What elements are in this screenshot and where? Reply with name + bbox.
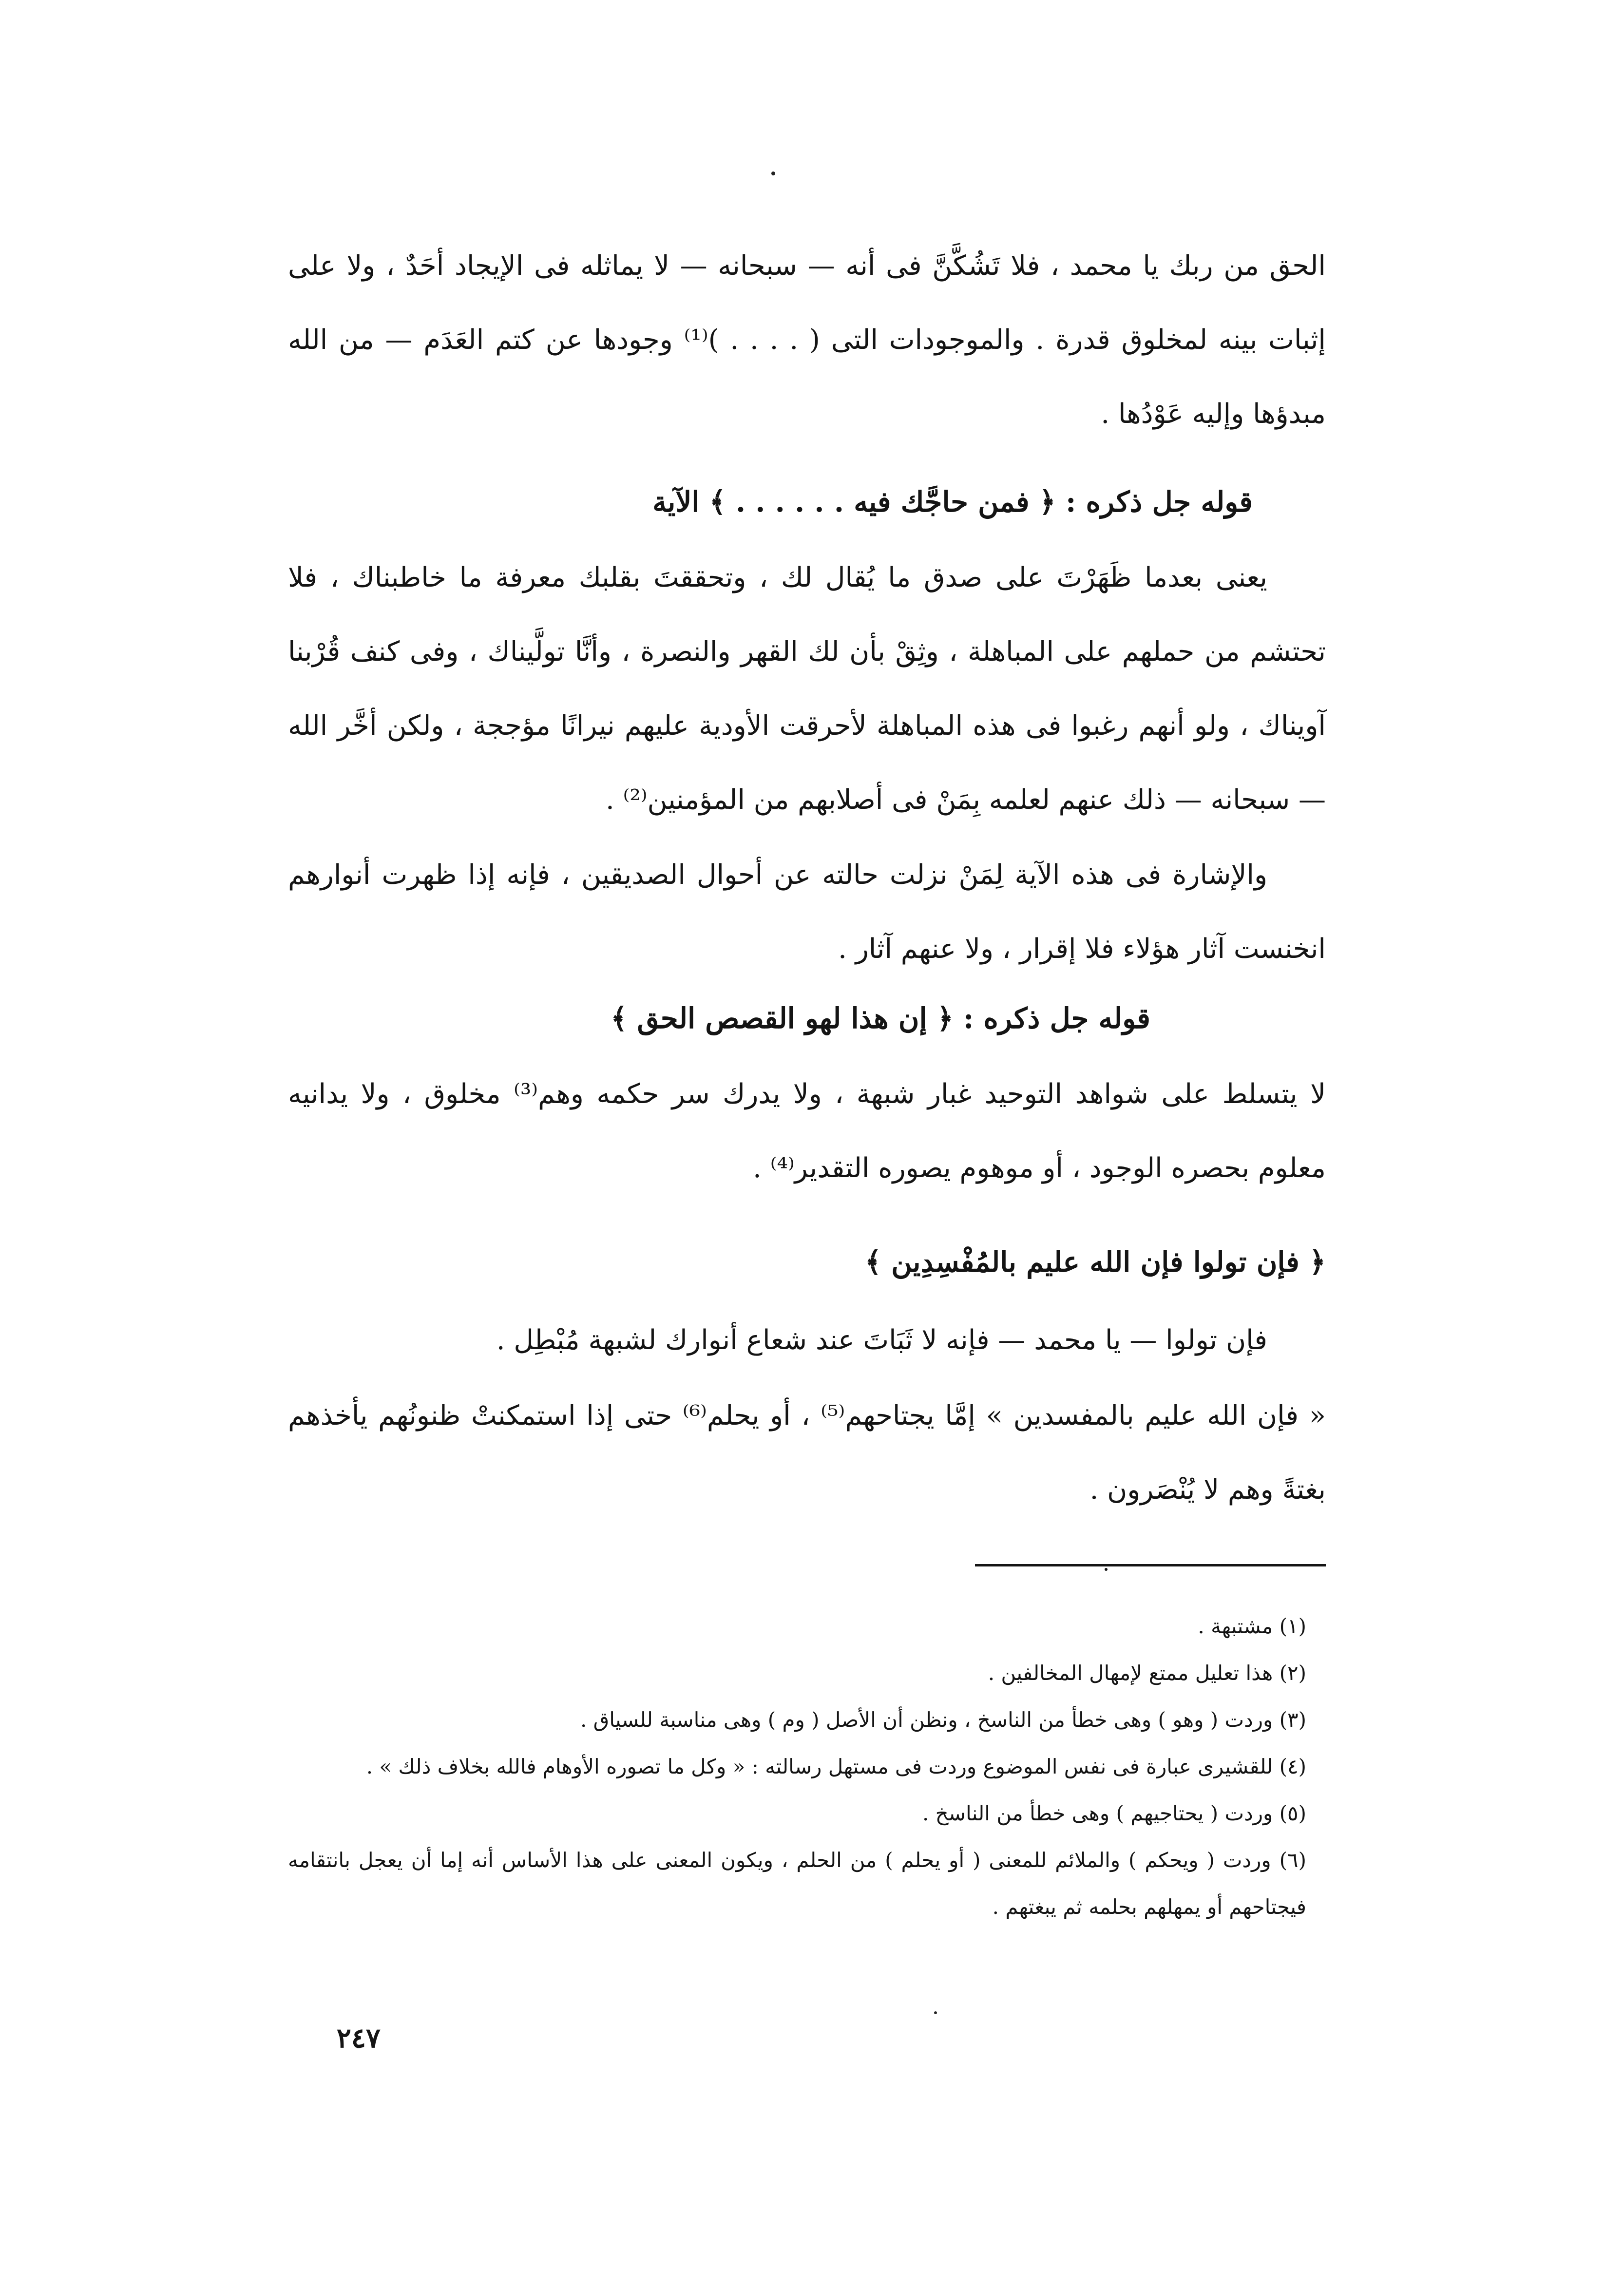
- verse-heading-1: قوله جل ذكره : ﴿ فمن حاجَّك فيه . . . . . . ﴾ الآية: [652, 485, 1253, 518]
- stray-mark: [1105, 1568, 1108, 1571]
- footnote-3: (٣) وردت ( وهو ) وهى خطأ من الناسخ ، ونظن أن الأصل ( وم ) وهى مناسبة للسياق .: [580, 1708, 1306, 1732]
- paragraph-commentary-2: [288, 838, 1326, 986]
- footnotes: [288, 1603, 1326, 1930]
- paragraph-text: لا يتسلط على شواهد التوحيد غبار شبهة ، ولا يدرك سر حكمه وهم⁽³⁾ مخلوق ، ولا يدانيه معلوم بحصره الوجود ، أو موهوم يصوره التقدير⁽⁴⁾ .: [288, 1078, 1326, 1184]
- paragraph-text: والإشارة فى هذه الآية لِمَنْ نزلت حالته عن أحوال الصديقين ، فإنه إذا ظهرت أنوارهم انخنست آثار هؤلاء فلا إقرار ، ولا عنهم آثار .: [288, 859, 1326, 965]
- paragraph-opening: [288, 229, 1326, 451]
- page-number: ٢٤٧: [336, 2022, 381, 2054]
- paragraph-text: فإن تولوا — يا محمد — فإنه لا ثَبَاتَ عند شعاع أنوارك لشبهة مُبْطِل .: [496, 1324, 1267, 1356]
- verse-heading-2: قوله جل ذكره : ﴿ إن هذا لهو القصص الحق ﴾: [611, 1002, 1150, 1035]
- footnote-separator: [975, 1564, 1326, 1566]
- footnote-5: (٥) وردت ( يحتاجيهم ) وهى خطأ من الناسخ .: [922, 1801, 1306, 1825]
- paragraph-text: يعنى بعدما ظَهَرْتَ على صدق ما يُقال لك ، وتحققتَ بقلبك معرفة ما خاطبناك ، فلا تحتشم من حملهم على المباهلة ، وثِقْ بأن لك القهر والنصرة ، وأنَّا تولَّيناك ، وفى كنف قُرْبنا آويناك ، ولو أنهم رغبوا فى هذه المباهلة لأحرقت الأودية عليهم نيرانًا مؤججة ، ولكن أخَّر الله — سبحانه — ذلك عنهم لعلمه بِمَنْ فى أصلابهم من المؤمنين⁽²⁾ .: [288, 562, 1326, 816]
- verse-heading-3: ﴿ فإن تولوا فإن الله عليم بالمُفْسِدِين ﴾: [865, 1245, 1326, 1279]
- footnote-6: (٦) وردت ( ويحكم ) والملائم للمعنى ( أو يحلم ) من الحلم ، ويكون المعنى على هذا الأساس أنه إما أن يعجل بانتقامه فيجتاحهم أو يمهلهم بحلمه ثم يبغتهم .: [288, 1848, 1306, 1919]
- paragraph-commentary-5: [288, 1379, 1326, 1527]
- stray-mark: [934, 2011, 937, 2014]
- footnote-4: (٤) للقشيرى عبارة فى نفس الموضوع وردت فى مستهل رسالته : « وكل ما تصوره الأوهام فالله بخلاف ذلك » .: [366, 1755, 1306, 1778]
- footnote-2: (٢) هذا تعليل ممتع لإمهال المخالفين .: [988, 1661, 1306, 1685]
- paragraph-commentary-4: [288, 1303, 1326, 1377]
- stray-mark: [771, 172, 775, 175]
- paragraph-commentary-1: [288, 541, 1326, 837]
- paragraph-text: « فإن الله عليم بالمفسدين » إمَّا يجتاحهم⁽⁵⁾ ، أو يحلم⁽⁶⁾ حتى إذا استمكنتْ ظنونُهم يأخذهم بغتةً وهم لا يُنْصَرون .: [288, 1400, 1326, 1506]
- paragraph-text: الحق من ربك يا محمد ، فلا تَشُكَّنَّ فى أنه — سبحانه — لا يماثله فى الإيجاد أحَدٌ ، ولا على إثبات بينه لمخلوق قدرة . والموجودات التى ( . . . . )⁽¹⁾ وجودها عن كتم العَدَم — من الله مبدؤها وإليه عَوْدُها .: [288, 250, 1326, 430]
- paragraph-commentary-3: [288, 1057, 1326, 1205]
- footnote-1: (١) مشتبهة .: [1198, 1614, 1306, 1638]
